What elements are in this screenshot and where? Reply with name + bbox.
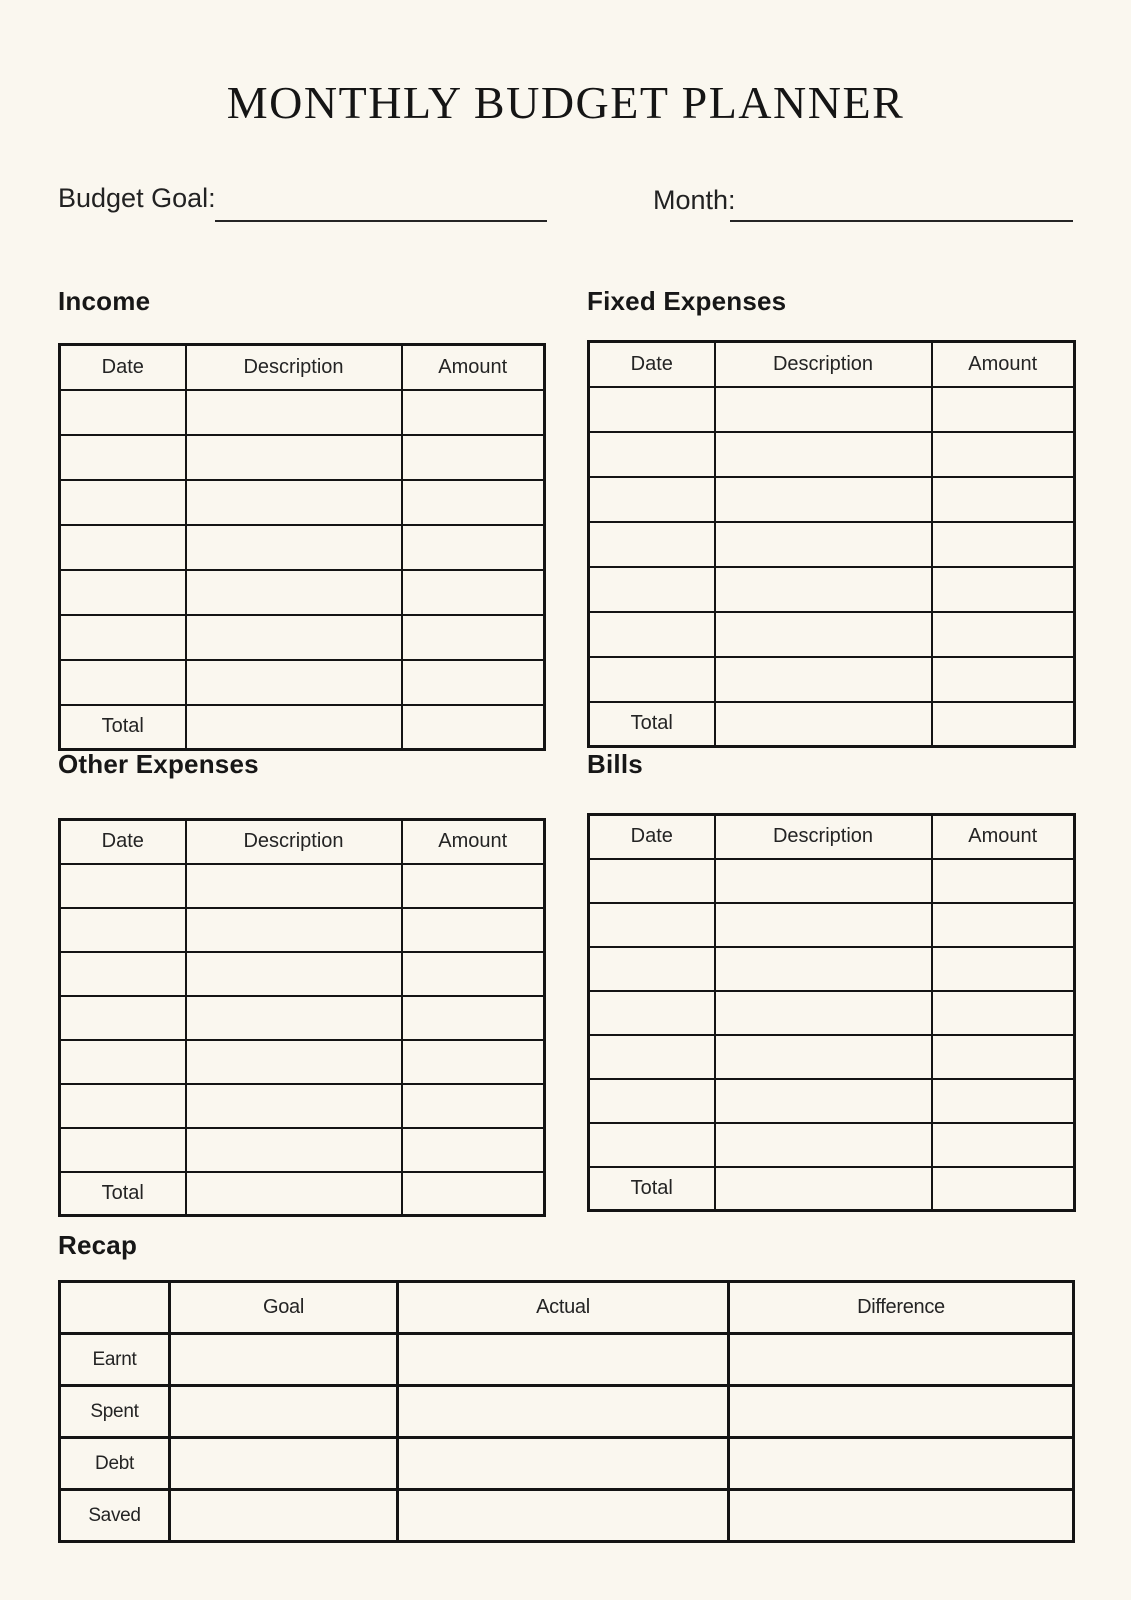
table-row — [60, 864, 545, 908]
blank-cell[interactable] — [715, 522, 932, 567]
blank-cell[interactable] — [60, 660, 186, 705]
income-table — [58, 343, 546, 751]
blank-cell[interactable] — [170, 1490, 398, 1542]
blank-cell[interactable] — [729, 1490, 1074, 1542]
total-row — [60, 705, 545, 750]
blank-cell[interactable] — [60, 570, 186, 615]
table-row — [60, 1040, 545, 1084]
blank-cell[interactable] — [186, 996, 402, 1040]
income-section-title: Income — [58, 286, 151, 316]
blank-cell[interactable] — [589, 657, 715, 702]
blank-cell[interactable] — [402, 908, 545, 952]
blank-cell[interactable] — [398, 1386, 729, 1438]
blank-cell[interactable] — [186, 1128, 402, 1172]
blank-cell[interactable] — [715, 702, 932, 747]
table-header-row — [589, 815, 1075, 859]
recap-header-goal: Goal — [170, 1282, 398, 1334]
blank-cell[interactable] — [932, 903, 1075, 947]
table-row — [60, 390, 545, 435]
blank-cell[interactable] — [170, 1438, 398, 1490]
blank-cell[interactable] — [589, 432, 715, 477]
blank-cell[interactable] — [932, 657, 1075, 702]
other-expenses-header-description: Description — [186, 820, 402, 864]
blank-cell[interactable] — [402, 570, 545, 615]
blank-cell[interactable] — [589, 387, 715, 432]
other-expenses-section-title: Other Expenses — [58, 749, 259, 779]
blank-cell[interactable] — [60, 908, 186, 952]
bills-section-title: Bills — [587, 749, 643, 779]
recap-table — [58, 1280, 1075, 1543]
table-row — [589, 432, 1075, 477]
total-row — [589, 702, 1075, 747]
blank-cell[interactable] — [170, 1386, 398, 1438]
recap-section-title: Recap — [58, 1230, 138, 1260]
blank-cell[interactable] — [589, 612, 715, 657]
blank-cell[interactable] — [60, 952, 186, 996]
fixed-expenses-section-title: Fixed Expenses — [587, 286, 787, 316]
blank-cell[interactable] — [932, 387, 1075, 432]
table-row — [60, 570, 545, 615]
bills-header-date: Date — [589, 815, 715, 859]
table-row — [60, 660, 545, 705]
table-row — [589, 387, 1075, 432]
bills-header-amount: Amount — [932, 815, 1075, 859]
income-header-description: Description — [186, 345, 402, 390]
blank-cell[interactable] — [186, 525, 402, 570]
table-row — [589, 1079, 1075, 1123]
blank-cell[interactable] — [715, 947, 932, 991]
blank-cell[interactable] — [398, 1334, 729, 1386]
blank-cell[interactable] — [715, 859, 932, 903]
blank-cell[interactable] — [186, 660, 402, 705]
blank-cell[interactable] — [932, 567, 1075, 612]
blank-cell[interactable] — [715, 432, 932, 477]
table-row — [589, 522, 1075, 567]
page-title: MONTHLY BUDGET PLANNER — [226, 77, 905, 128]
blank-cell[interactable] — [932, 1035, 1075, 1079]
blank-cell[interactable] — [60, 480, 186, 525]
blank-cell[interactable] — [60, 864, 186, 908]
blank-cell[interactable] — [589, 1123, 715, 1167]
bills-total-label: Total — [589, 1167, 715, 1211]
fixed-expenses-header-description: Description — [715, 342, 932, 387]
blank-cell[interactable] — [729, 1386, 1074, 1438]
table-header-row — [60, 1282, 1074, 1334]
recap-header-actual: Actual — [398, 1282, 729, 1334]
blank-cell[interactable] — [402, 390, 545, 435]
blank-cell[interactable] — [60, 390, 186, 435]
blank-cell[interactable] — [932, 522, 1075, 567]
table-header-row — [589, 342, 1075, 387]
recap-label-spent: Spent — [60, 1386, 170, 1438]
blank-cell[interactable] — [589, 477, 715, 522]
blank-cell[interactable] — [589, 1079, 715, 1123]
blank-cell[interactable] — [589, 903, 715, 947]
blank-cell[interactable] — [60, 525, 186, 570]
table-row — [60, 435, 545, 480]
bills-header-description: Description — [715, 815, 932, 859]
recap-row-spent — [60, 1386, 1074, 1438]
blank-cell[interactable] — [729, 1438, 1074, 1490]
fixed-expenses-table — [587, 340, 1076, 748]
blank-cell[interactable] — [715, 477, 932, 522]
blank-cell[interactable] — [715, 1079, 932, 1123]
recap-row-saved — [60, 1490, 1074, 1542]
blank-cell[interactable] — [402, 952, 545, 996]
blank-cell[interactable] — [589, 567, 715, 612]
blank-cell[interactable] — [402, 996, 545, 1040]
table-row — [589, 991, 1075, 1035]
table-row — [60, 615, 545, 660]
recap-row-debt — [60, 1438, 1074, 1490]
blank-cell[interactable] — [589, 991, 715, 1035]
blank-cell[interactable] — [932, 702, 1075, 747]
blank-cell[interactable] — [398, 1438, 729, 1490]
table-row — [589, 1123, 1075, 1167]
income-header-amount: Amount — [402, 345, 545, 390]
blank-cell[interactable] — [589, 522, 715, 567]
blank-cell[interactable] — [715, 657, 932, 702]
blank-cell[interactable] — [932, 1123, 1075, 1167]
table-row — [589, 657, 1075, 702]
table-row — [589, 477, 1075, 522]
blank-cell[interactable] — [186, 952, 402, 996]
fixed-expenses-header-amount: Amount — [932, 342, 1075, 387]
fixed-expenses-total-label: Total — [589, 702, 715, 747]
blank-cell[interactable] — [715, 1035, 932, 1079]
blank-cell[interactable] — [932, 1079, 1075, 1123]
fixed-expenses-header-date: Date — [589, 342, 715, 387]
blank-cell[interactable] — [402, 615, 545, 660]
blank-cell[interactable] — [60, 615, 186, 660]
blank-cell[interactable] — [186, 570, 402, 615]
blank-cell[interactable] — [186, 480, 402, 525]
blank-cell[interactable] — [715, 567, 932, 612]
blank-cell[interactable] — [60, 1128, 186, 1172]
blank-cell[interactable] — [715, 1123, 932, 1167]
blank-cell[interactable] — [186, 435, 402, 480]
blank-cell[interactable] — [589, 859, 715, 903]
income-header-date: Date — [60, 345, 186, 390]
blank-cell[interactable] — [402, 435, 545, 480]
blank-cell[interactable] — [715, 991, 932, 1035]
blank-cell[interactable] — [170, 1334, 398, 1386]
table-row — [60, 480, 545, 525]
blank-cell[interactable] — [186, 705, 402, 750]
table-row — [60, 908, 545, 952]
blank-cell[interactable] — [729, 1334, 1074, 1386]
budget-goal-input-line[interactable] — [215, 220, 547, 222]
blank-cell[interactable] — [715, 612, 932, 657]
recap-row-earnt — [60, 1334, 1074, 1386]
table-row — [589, 903, 1075, 947]
blank-cell[interactable] — [932, 991, 1075, 1035]
blank-cell[interactable] — [715, 903, 932, 947]
blank-cell[interactable] — [186, 390, 402, 435]
blank-cell[interactable] — [402, 1040, 545, 1084]
blank-cell[interactable] — [589, 1035, 715, 1079]
blank-cell[interactable] — [186, 1172, 402, 1216]
blank-cell[interactable] — [402, 864, 545, 908]
table-row — [589, 612, 1075, 657]
blank-cell[interactable] — [60, 1040, 186, 1084]
table-row — [589, 1035, 1075, 1079]
table-header-row — [60, 345, 545, 390]
recap-header-empty — [60, 1282, 170, 1334]
table-row — [589, 947, 1075, 991]
blank-cell[interactable] — [589, 947, 715, 991]
blank-cell[interactable] — [398, 1490, 729, 1542]
total-row — [60, 1172, 545, 1216]
budget-goal-label: Budget Goal: — [58, 183, 216, 213]
table-row — [589, 567, 1075, 612]
blank-cell[interactable] — [932, 477, 1075, 522]
table-header-row — [60, 820, 545, 864]
blank-cell[interactable] — [402, 660, 545, 705]
blank-cell[interactable] — [402, 1084, 545, 1128]
blank-cell[interactable] — [60, 996, 186, 1040]
blank-cell[interactable] — [932, 947, 1075, 991]
month-input-line[interactable] — [730, 220, 1073, 222]
recap-label-debt: Debt — [60, 1438, 170, 1490]
blank-cell[interactable] — [715, 387, 932, 432]
total-row — [589, 1167, 1075, 1211]
other-expenses-header-date: Date — [60, 820, 186, 864]
blank-cell[interactable] — [186, 615, 402, 660]
table-row — [60, 1084, 545, 1128]
blank-cell[interactable] — [186, 908, 402, 952]
other-expenses-total-label: Total — [60, 1172, 186, 1216]
blank-cell[interactable] — [715, 1167, 932, 1211]
table-row — [60, 952, 545, 996]
blank-cell[interactable] — [402, 705, 545, 750]
blank-cell[interactable] — [402, 1172, 545, 1216]
other-expenses-table — [58, 818, 546, 1217]
blank-cell[interactable] — [402, 1128, 545, 1172]
income-total-label: Total — [60, 705, 186, 750]
blank-cell[interactable] — [402, 480, 545, 525]
blank-cell[interactable] — [60, 435, 186, 480]
blank-cell[interactable] — [932, 859, 1075, 903]
blank-cell[interactable] — [186, 1040, 402, 1084]
blank-cell[interactable] — [932, 432, 1075, 477]
blank-cell[interactable] — [932, 612, 1075, 657]
blank-cell[interactable] — [186, 864, 402, 908]
table-row — [589, 859, 1075, 903]
recap-label-earnt: Earnt — [60, 1334, 170, 1386]
blank-cell[interactable] — [60, 1084, 186, 1128]
bills-table — [587, 813, 1076, 1212]
other-expenses-header-amount: Amount — [402, 820, 545, 864]
recap-header-difference: Difference — [729, 1282, 1074, 1334]
month-label: Month: — [653, 185, 736, 215]
table-row — [60, 525, 545, 570]
blank-cell[interactable] — [932, 1167, 1075, 1211]
table-row — [60, 1128, 545, 1172]
recap-label-saved: Saved — [60, 1490, 170, 1542]
table-row — [60, 996, 545, 1040]
blank-cell[interactable] — [186, 1084, 402, 1128]
blank-cell[interactable] — [402, 525, 545, 570]
